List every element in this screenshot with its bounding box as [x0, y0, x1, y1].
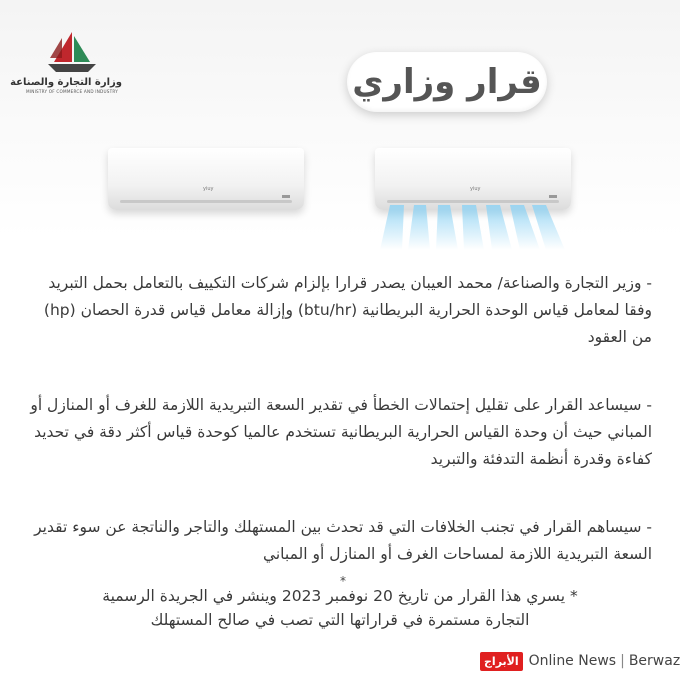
air-conditioner-left — [108, 148, 304, 210]
ac-display — [549, 195, 557, 198]
logo-name-en: MINISTRY OF COMMERCE AND INDUSTRY — [26, 89, 118, 94]
footer-online-news: Online News — [528, 653, 617, 669]
page-title: قرار وزاري — [352, 62, 542, 102]
note-block — [60, 584, 620, 632]
note-asterisk: * — [340, 574, 346, 588]
paragraph-2: - سيساعد القرار على تقليل إحتمالات الخطأ في تقدير السعة التبريدية اللازمة للغرف أو المنازل أو المباني حيث أن وحدة القياس الحرارية البريطانية تستخدم عالميا كوحدة قياس أكثر دقة في تحديد كفاءة وقدرة أنظمة التدفئة والتبريد — [30, 396, 652, 468]
footer-logo: الأبراج — [480, 652, 523, 671]
ac-brand: yiuy — [470, 186, 481, 192]
footer-branding — [480, 642, 680, 680]
footer-site: Berwaz — [628, 653, 680, 669]
ship-sail-icon — [42, 28, 102, 76]
ac-vent — [387, 200, 559, 203]
note-line-1: * يسري هذا القرار من تاريخ 20 نوفمبر 2023 وينشر في الجريدة الرسمية — [102, 587, 578, 605]
footer-separator: | — [620, 653, 625, 669]
ac-brand: yiuy — [203, 186, 214, 192]
ac-display — [282, 195, 290, 198]
paragraph-3: - سيساهم القرار في تجنب الخلافات التي قد تحدث بين المستهلك والتاجر والناتجة عن سوء تقدير السعة التبريدية اللازمة لمساحات الغرف أو المنازل أو المباني — [34, 518, 652, 563]
note-line-2: التجارة مستمرة في قراراتها التي تصب في صالح المستهلك — [150, 611, 530, 629]
ac-vent — [120, 200, 292, 203]
air-conditioner-right — [375, 148, 571, 210]
title-badge — [347, 52, 547, 112]
paragraph-1: - وزير التجارة والصناعة/ محمد العيبان يصدر قرارا بإلزام شركات التكييف بالتعامل بحمل التبريد وفقا لمعامل قياس الوحدة الحرارية البريطانية (btu/hr) وإزالة معامل قياس قدرة الحصان (hp) من العقود — [43, 274, 652, 346]
cold-air-flow-icon — [380, 205, 565, 250]
ministry-logo — [10, 28, 122, 106]
logo-name-ar: وزارة التجارة والصناعة — [10, 77, 122, 88]
